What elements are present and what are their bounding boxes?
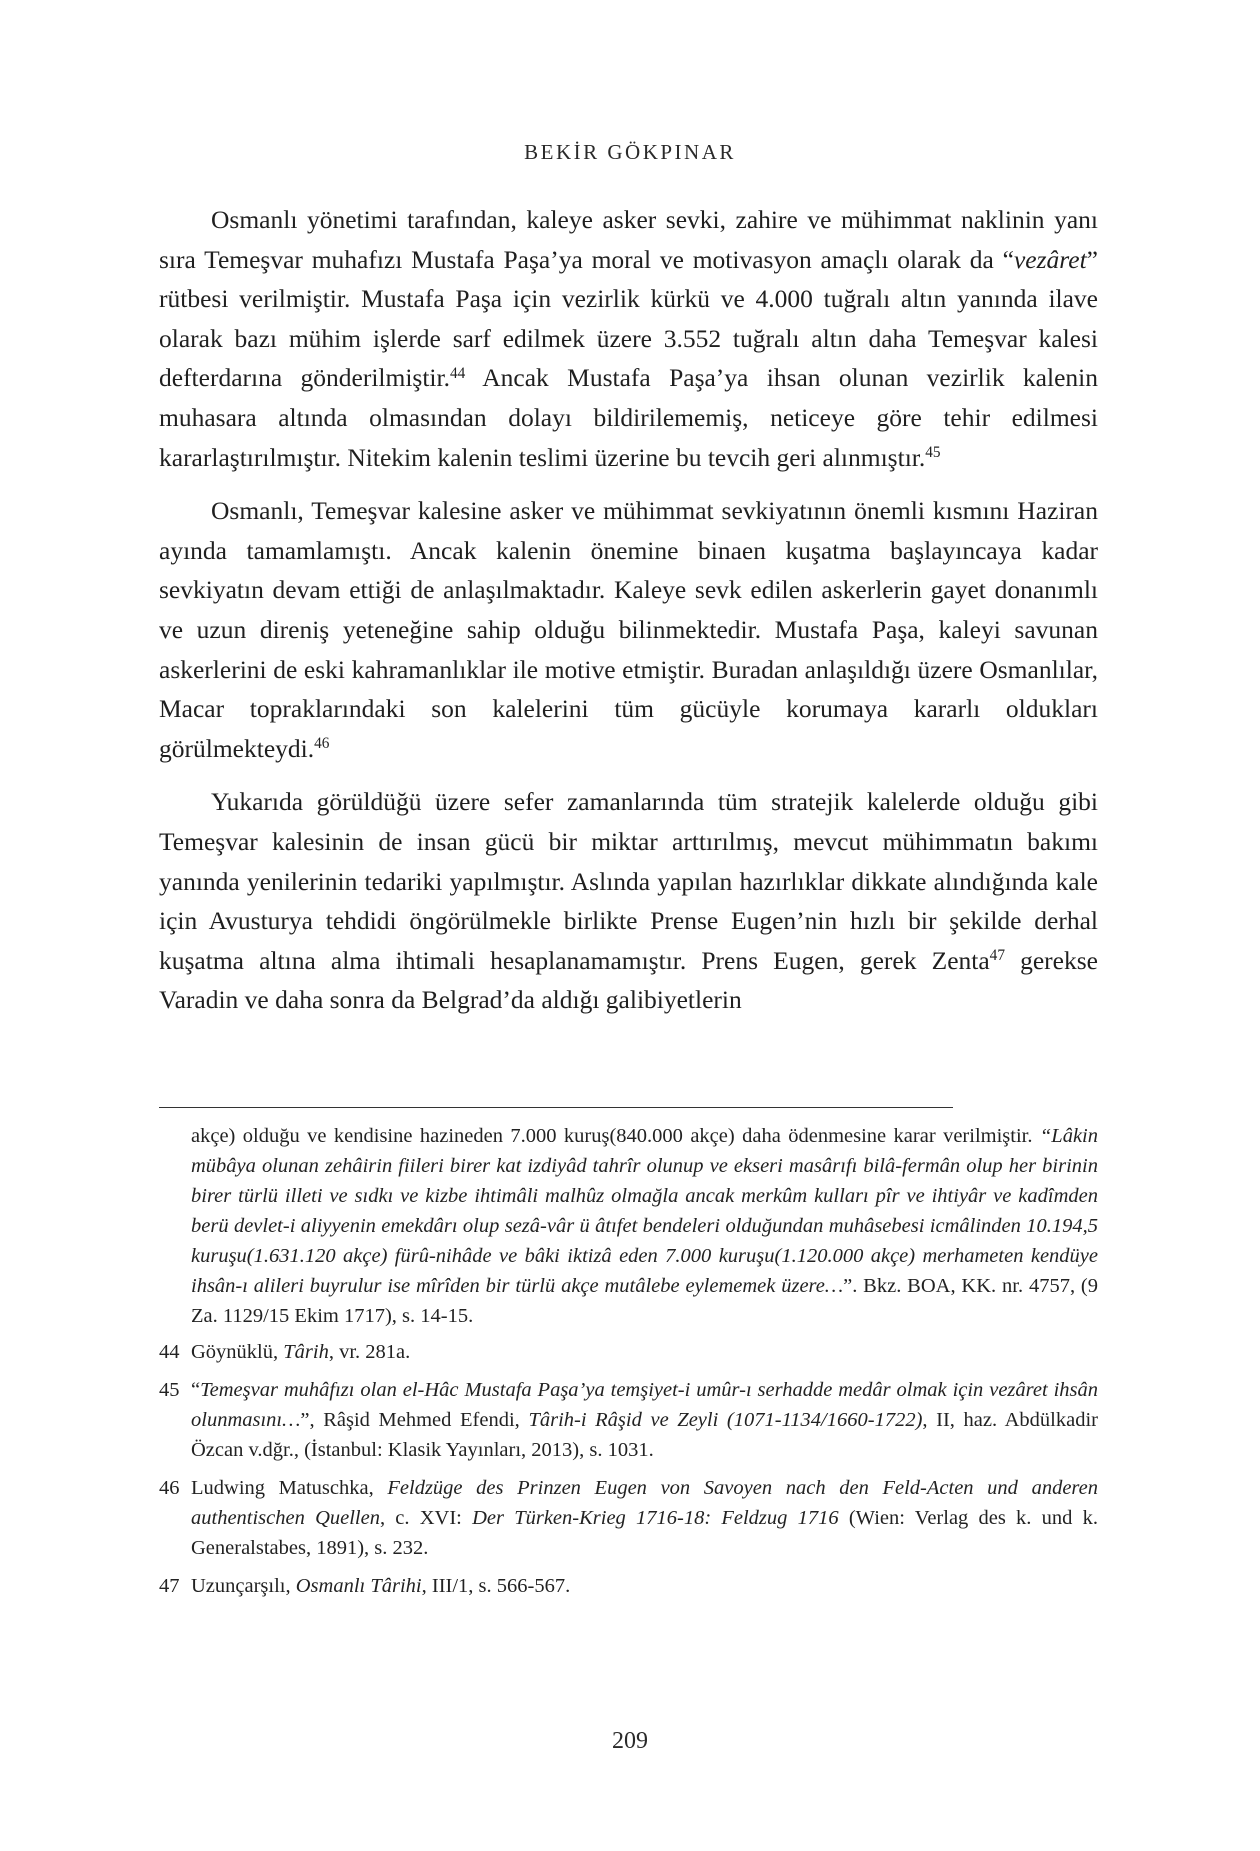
italic-title: Târih [283,1341,329,1363]
footnote-number: 46 [159,1477,180,1499]
running-head: BEKİR GÖKPINAR [524,140,736,164]
text-run: gerekse Varadin ve daha sonra da Belgrad’da aldığı galibiyetlerin [159,945,1098,1015]
footnotes [159,1121,1098,1609]
text-run: , III/1, s. 566-567. [421,1575,571,1597]
footnote-ref-45[interactable]: 45 [925,444,941,462]
paragraph-3 [159,782,1098,1020]
italic-title: Der Türken-Krieg 1716-18: Feldzug 1716 [472,1507,839,1529]
footnote-44 [159,1337,1098,1367]
footnote-number: 45 [159,1379,180,1401]
body-text [159,200,1098,1034]
footnote-number: 44 [159,1341,180,1363]
italic-title: Osmanlı Târihi [295,1575,422,1597]
footnote-47 [159,1571,1098,1601]
text-run: akçe) olduğu ve kendisine hazineden 7.000 kuruş(840.000 akçe) daha ödenmesine karar verilmiştir. [191,1125,1040,1147]
text-run: Ludwing Matuschka, [191,1477,388,1499]
footnote-ref-44[interactable]: 44 [449,364,466,382]
text-run: Yukarıda görüldüğü üzere sefer zamanlarında tüm stratejik kalelerde olduğu gibi Temeşvar kalesinin de insan gücü bir miktar arttırılmış, mevcut mühimmatın bakımı yanında yenilerinin tedariki yapılmıştır. Aslında yapılan hazırlıklar dikkate alındığında kale için Avusturya tehdidi öngörülmekle birlikte Prense Eugen’nin hızlı bir şekilde derhal kuşatma altına alma ihtimali hesaplanamamıştır. Prens Eugen, gerek Zenta [159,787,1098,975]
text-run: Göynüklü, [191,1341,284,1363]
text-run: , II, haz. Abdülkadir Özcan v.dğr., (İstanbul: Klasik Yayınları, 2013), s. 1031. [191,1409,1099,1461]
footnote-separator [159,1107,953,1108]
footnote-continued [191,1121,1098,1331]
italic-quote: Temeşvar muhâfızı olan el-Hâc Mustafa Paşa’ya temşiyet-i umûr-ı serhadde medâr olmak için vezâret ihsân olunmasını… [191,1379,1098,1431]
italic-quote: “Lâkin mübâya olunan zehâirin fiileri birer kat izdiyâd tahrîr olunup ve ekseri masârıfı bilâ-fermân olup her birinin birer türlü illeti ve sıdkı ve kizbe ihtimâli malhûz olmağla ancak merkûm kulları pîr ve ihtiyâr ve kadîmden berü devlet-i aliyyenin emekdârı olup sezâ-vâr ü âtıfet bendeleri olduğundan muhâsebesi icmâlinden 10.194,5 kuruşu(1.631.120 akçe) fürû-nihâde ve bâki iktizâ eden 7.000 kuruşu(1.120.000 akçe) merhameten kendüye ihsân-ı alileri buyrulur ise mîrîden bir türlü akçe mutâlebe eylememek üzere… [191,1125,1098,1297]
paragraph-2 [159,491,1098,768]
text-run: ” rütbesi verilmiştir. Mustafa Paşa için vezirlik kürkü ve 4.000 tuğralı altın yanında ilave olarak bazı mühim işlerde sarf edilmek üzere 3.552 tuğralı altın daha Temeşvar kalesi defterdarına gönderilmiştir. [159,244,1098,393]
text-run: , vr. 281a. [328,1341,411,1363]
text-run: (Wien: Verlag des k. und k. Generalstabes, 1891), s. 232. [191,1507,1098,1559]
text-run: Osmanlı yönetimi tarafından, kaleye asker sevki, zahire ve mühimmat naklinin yanı sıra Temeşvar muhafızı Mustafa Paşa’ya moral ve motivasyon amaçlı olarak da “ [159,205,1098,274]
text-run: “ [191,1379,201,1401]
page-number: 209 [612,1728,648,1754]
italic-title: Feldzüge des Prinzen Eugen von Savoyen nach den Feld-Acten und anderen authentischen Quellen [191,1477,1098,1529]
paragraph-1 [159,200,1098,477]
text-run: Osmanlı, Temeşvar kalesine asker ve mühimmat sevkiyatının önemli kısmını Haziran ayında tamamlamıştı. Ancak kalenin önemine binaen kuşatma başlayıncaya kadar sevkiyatın devam ettiği de anlaşılmaktadır. Kaleye sevk edilen askerlerin gayet donanımlı ve uzun direniş yeteneğine sahip olduğu bilinmektedir. Mustafa Paşa, kaleyi savunan askerlerini de eski kahramanlıklar ile motive etmiştir. Buradan anlaşıldığı üzere Osmanlılar, Macar topraklarındaki son kalelerini tüm gücüyle korumaya kararlı oldukları görülmekteydi. [159,496,1098,763]
footnote-number: 47 [159,1575,180,1597]
text-run: ”. Bkz. BOA, KK. nr. 4757, (9 Za. 1129/15 Ekim 1717), s. 14-15. [191,1275,1098,1327]
footnote-ref-46[interactable]: 46 [314,735,330,753]
footnote-45 [159,1375,1098,1465]
italic-term: vezâret [1013,244,1087,274]
footnote-46 [159,1473,1098,1563]
text-run: , c. XVI: [379,1507,473,1529]
text-run: Uzunçarşılı, [191,1575,296,1597]
footnote-ref-47[interactable]: 47 [989,947,1005,965]
italic-title: Târih-i Râşid ve Zeyli (1071-1134/1660-1722) [528,1409,923,1431]
text-run: ”, Râşid Mehmed Efendi, [300,1409,529,1431]
text-run: Ancak Mustafa Paşa’ya ihsan olunan vezirlik kalenin muhasara altında olmasından dolayı bildirilememiş, neticeye göre tehir edilmesi kararlaştırılmıştır. Nitekim kalenin teslimi üzerine bu tevcih geri alınmıştır. [159,363,1098,472]
